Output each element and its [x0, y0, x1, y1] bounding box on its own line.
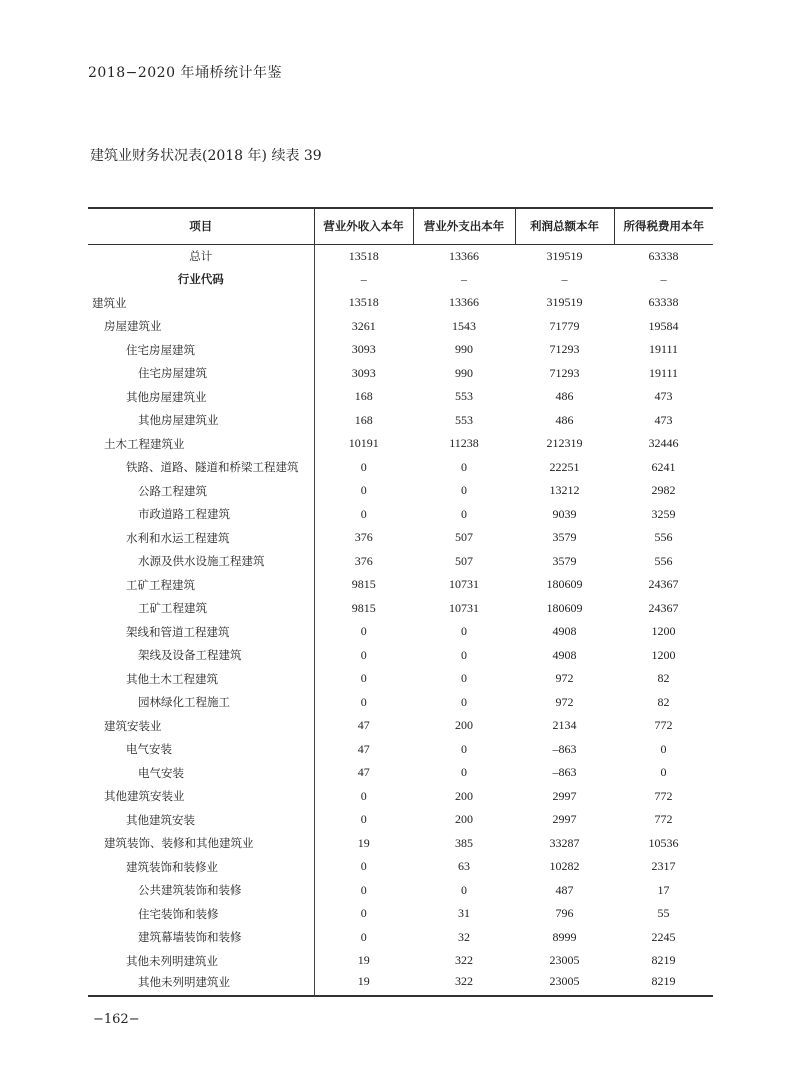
row-value: 0 [461, 671, 467, 686]
row-value: 3093 [351, 342, 376, 357]
row-value: 0 [461, 647, 467, 662]
row-value: 11238 [449, 436, 479, 451]
table-title: 建筑业财务状况表(2018 年) 续表 39 [90, 148, 322, 164]
row-label: 其他建筑安装业 [88, 785, 314, 809]
row-label: 住宅房屋建筑 [88, 338, 314, 362]
row-label: 其他建筑安装 [88, 808, 314, 832]
row-value: 180609 [546, 577, 583, 592]
row-value: 486 [555, 389, 574, 404]
row-value: 0 [461, 483, 467, 498]
row-value: 71293 [549, 365, 580, 380]
row-value: 63 [458, 859, 470, 874]
table-row [88, 409, 713, 433]
row-value: 0 [461, 459, 467, 474]
financial-table [88, 207, 713, 997]
row-value: 32446 [648, 436, 679, 451]
table-row [88, 879, 713, 903]
row-value: 507 [455, 530, 473, 545]
row-label: 园林绿化工程施工 [88, 691, 314, 715]
row-value: 0 [360, 506, 367, 521]
row-value: 24367 [648, 577, 679, 592]
row-value: 473 [654, 389, 673, 404]
row-value: 3093 [351, 365, 376, 380]
row-value: 32 [458, 929, 470, 944]
table-row [88, 761, 713, 785]
row-value: 10731 [449, 600, 479, 615]
table-body [88, 244, 713, 996]
row-value: 0 [360, 906, 367, 921]
row-value: 0 [660, 765, 667, 780]
table-row [88, 667, 713, 691]
row-value: – [660, 271, 667, 286]
row-value: 507 [455, 553, 473, 568]
financial-table-container [88, 207, 713, 997]
row-value: 8219 [651, 953, 676, 968]
row-value: 772 [654, 718, 673, 733]
row-value: – [360, 271, 367, 286]
row-value: –863 [552, 765, 577, 780]
row-value: 8219 [614, 973, 713, 997]
row-value: 13366 [449, 295, 479, 310]
row-label: 其他房屋建筑业 [88, 385, 314, 409]
column-header-nonoperating-income: 营业外收入本年 [314, 208, 413, 244]
row-value: 82 [657, 671, 670, 686]
row-value: 3579 [552, 530, 577, 545]
table-row [88, 973, 713, 997]
table-row [88, 573, 713, 597]
table-row [88, 808, 713, 832]
row-value: 322 [413, 973, 515, 997]
row-value: 2997 [552, 812, 577, 827]
row-label: 水利和水运工程建筑 [88, 526, 314, 550]
row-value: 0 [360, 882, 367, 897]
row-value: 13366 [449, 248, 479, 263]
row-value: 0 [660, 741, 667, 756]
row-value: 31 [458, 906, 470, 921]
table-row [88, 503, 713, 527]
row-value: 0 [360, 812, 367, 827]
row-value: 772 [654, 812, 673, 827]
table-row [88, 362, 713, 386]
row-value: 13518 [348, 295, 379, 310]
row-label: 公共建筑装饰和装修 [88, 879, 314, 903]
row-label: 工矿工程建筑 [88, 597, 314, 621]
column-header-nonoperating-expense: 营业外支出本年 [413, 208, 515, 244]
row-label: 其他房屋建筑业 [88, 409, 314, 433]
row-value: 63338 [648, 248, 679, 263]
running-head: 2018−2020 年埇桥统计年鉴 [88, 65, 282, 81]
row-label: 架线和管道工程建筑 [88, 620, 314, 644]
row-value: – [461, 271, 467, 286]
row-value: 0 [461, 741, 467, 756]
column-header-income-tax: 所得税费用本年 [614, 208, 713, 244]
row-value: 10731 [449, 577, 479, 592]
table-row [88, 832, 713, 856]
row-label: 总计 [88, 244, 314, 268]
row-value: 8999 [552, 929, 577, 944]
row-value: 24367 [648, 600, 679, 615]
row-value: –863 [552, 741, 577, 756]
row-value: 0 [461, 765, 467, 780]
table-row [88, 785, 713, 809]
column-header-total-profit: 利润总额本年 [515, 208, 614, 244]
row-value: 63338 [648, 295, 679, 310]
row-label: 铁路、道路、隧道和桥梁工程建筑 [88, 456, 314, 480]
row-value: 6241 [651, 459, 676, 474]
table-row [88, 244, 713, 268]
row-value: 2245 [651, 929, 676, 944]
row-value: 0 [360, 671, 367, 686]
row-value: 0 [360, 483, 367, 498]
row-value: 0 [360, 929, 367, 944]
row-value: 10282 [549, 859, 580, 874]
row-value: 319519 [546, 248, 583, 263]
table-row [88, 385, 713, 409]
row-value: 10191 [348, 436, 379, 451]
row-value: 23005 [549, 953, 580, 968]
row-value: 180609 [546, 600, 583, 615]
row-value: 9039 [552, 506, 577, 521]
row-label: 房屋建筑业 [88, 315, 314, 339]
row-value: 168 [354, 412, 373, 427]
table-row [88, 902, 713, 926]
row-value: 4908 [552, 624, 577, 639]
row-value: 0 [461, 882, 467, 897]
row-value: 376 [354, 553, 373, 568]
row-value: 13212 [549, 483, 580, 498]
row-label: 建筑业 [88, 291, 314, 315]
table-row [88, 456, 713, 480]
row-label: 住宅装饰和装修 [88, 902, 314, 926]
row-label: 其他未列明建筑业 [88, 949, 314, 973]
row-value: 9815 [351, 577, 376, 592]
row-value: 0 [360, 694, 367, 709]
row-value: 13518 [348, 248, 379, 263]
table-row [88, 738, 713, 762]
row-value: 19111 [648, 342, 679, 357]
row-value: 47 [357, 765, 370, 780]
row-value: 556 [654, 530, 673, 545]
row-value: 0 [360, 647, 367, 662]
row-value: 19 [357, 953, 370, 968]
row-value: 2982 [651, 483, 676, 498]
table-header-row [88, 208, 713, 244]
row-value: 796 [555, 906, 574, 921]
row-value: 33287 [549, 835, 580, 850]
row-label: 电气安装 [88, 761, 314, 785]
row-value: 212319 [546, 436, 583, 451]
table-row [88, 855, 713, 879]
row-value: 487 [555, 882, 574, 897]
table-row [88, 268, 713, 292]
row-label: 建筑装饰和装修业 [88, 855, 314, 879]
row-value: 376 [354, 530, 373, 545]
row-value: 200 [455, 788, 473, 803]
row-value: 553 [455, 412, 473, 427]
row-value: 772 [654, 788, 673, 803]
table-row [88, 949, 713, 973]
row-value: 322 [455, 953, 473, 968]
row-value: 0 [461, 694, 467, 709]
row-value: 55 [657, 906, 670, 921]
row-label: 水源及供水设施工程建筑 [88, 550, 314, 574]
row-value: 47 [357, 718, 370, 733]
table-row [88, 691, 713, 715]
table-row [88, 597, 713, 621]
row-value: 2997 [552, 788, 577, 803]
row-value: 1543 [452, 318, 476, 333]
table-row [88, 479, 713, 503]
row-value: 319519 [546, 295, 583, 310]
row-value: 0 [360, 859, 367, 874]
row-value: 3259 [651, 506, 676, 521]
row-label: 建筑安装业 [88, 714, 314, 738]
row-value: 9815 [351, 600, 376, 615]
table-row [88, 526, 713, 550]
row-value: 71293 [549, 342, 580, 357]
row-value: 47 [357, 741, 370, 756]
row-value: 200 [455, 812, 473, 827]
row-value: 19584 [648, 318, 679, 333]
row-value: 990 [455, 365, 473, 380]
row-value: 10536 [648, 835, 679, 850]
row-value: 3261 [351, 318, 376, 333]
table-row [88, 926, 713, 950]
row-value: 0 [360, 459, 367, 474]
row-value: 23005 [515, 973, 614, 997]
row-value: 19 [314, 973, 413, 997]
row-value: 0 [461, 506, 467, 521]
row-label: 架线及设备工程建筑 [88, 644, 314, 668]
row-value: 553 [455, 389, 473, 404]
row-label: 土木工程建筑业 [88, 432, 314, 456]
row-label: 市政道路工程建筑 [88, 503, 314, 527]
table-row [88, 550, 713, 574]
table-row [88, 338, 713, 362]
row-value: 0 [360, 788, 367, 803]
row-value: 3579 [552, 553, 577, 568]
row-value: 1200 [651, 624, 676, 639]
row-value: 19111 [648, 365, 679, 380]
row-value: 0 [360, 624, 367, 639]
table-row [88, 620, 713, 644]
row-label: 行业代码 [88, 268, 314, 292]
row-label: 住宅房屋建筑 [88, 362, 314, 386]
row-value: 2134 [552, 718, 577, 733]
row-value: 486 [555, 412, 574, 427]
row-label: 建筑幕墙装饰和装修 [88, 926, 314, 950]
table-row [88, 644, 713, 668]
row-value: 473 [654, 412, 673, 427]
row-value: 556 [654, 553, 673, 568]
row-value: 17 [657, 882, 670, 897]
page-number: −162− [93, 1012, 140, 1027]
row-label: 公路工程建筑 [88, 479, 314, 503]
row-label: 建筑装饰、装修和其他建筑业 [88, 832, 314, 856]
row-value: 1200 [651, 647, 676, 662]
row-label: 工矿工程建筑 [88, 573, 314, 597]
table-row [88, 432, 713, 456]
row-value: 385 [455, 835, 473, 850]
row-value: 990 [455, 342, 473, 357]
row-value: 19 [357, 835, 370, 850]
row-value: 972 [555, 671, 574, 686]
row-value: 0 [461, 624, 467, 639]
row-value: 71779 [549, 318, 580, 333]
row-value: 2317 [651, 859, 676, 874]
row-value: 972 [555, 694, 574, 709]
row-label: 电气安装 [88, 738, 314, 762]
table-row [88, 714, 713, 738]
column-header-item: 项目 [88, 208, 314, 244]
row-value: 22251 [549, 459, 580, 474]
row-value: 168 [354, 389, 373, 404]
table-row [88, 315, 713, 339]
table-row [88, 291, 713, 315]
row-label: 其他土木工程建筑 [88, 667, 314, 691]
row-label: 其他未列明建筑业 [88, 973, 314, 997]
row-value: 4908 [552, 647, 577, 662]
row-value: 82 [657, 694, 670, 709]
row-value: 200 [455, 718, 473, 733]
row-value: – [561, 271, 568, 286]
